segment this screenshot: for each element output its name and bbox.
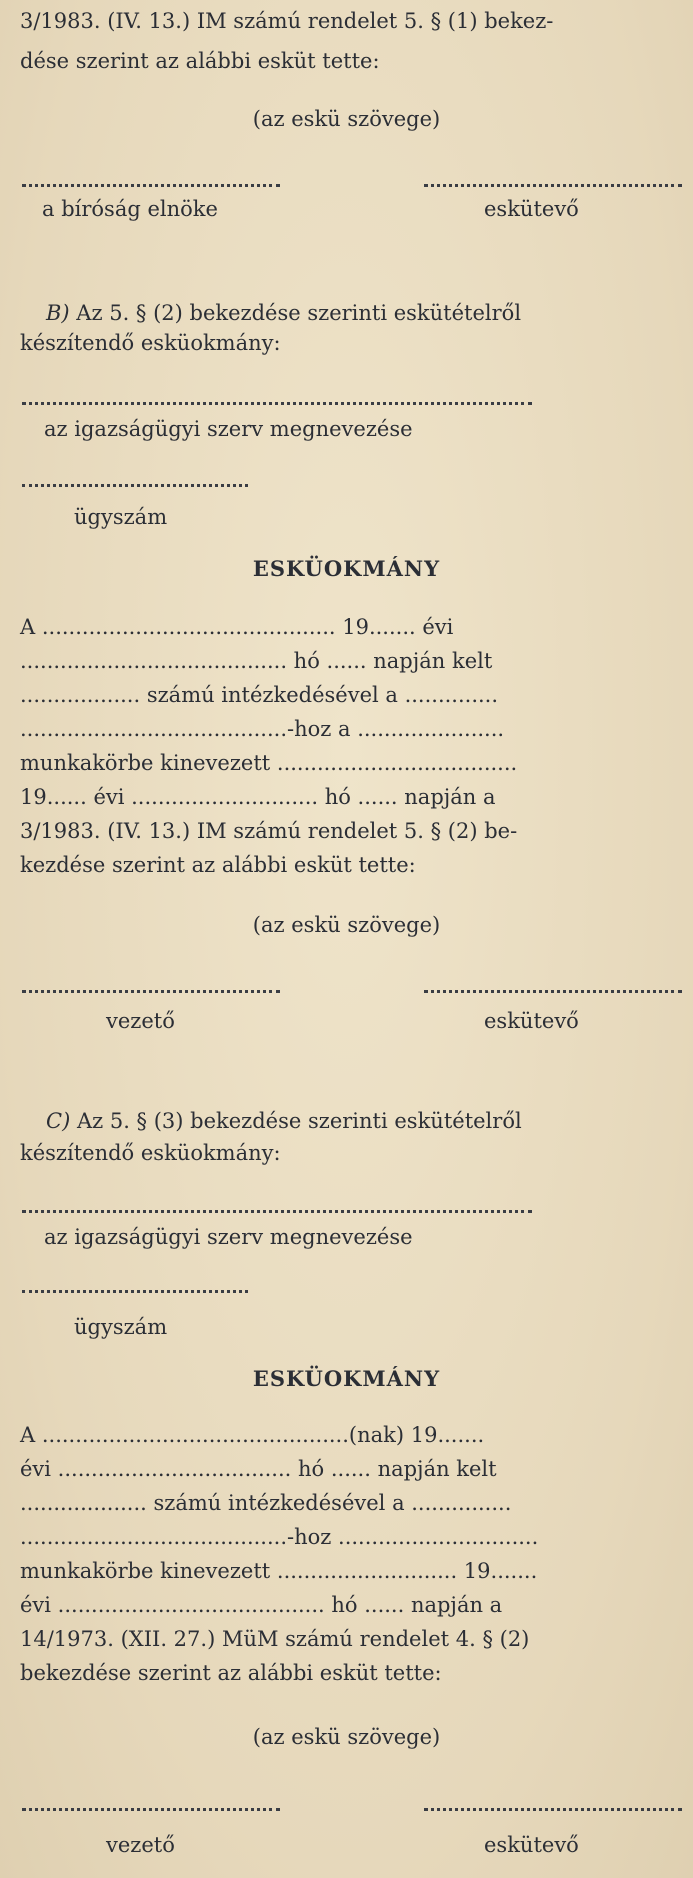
section-c-heading-line-2: készítendő esküokmány: xyxy=(20,1141,281,1165)
form-row-c-8: bekezdése szerint az alábbi esküt tette: xyxy=(20,1661,442,1685)
form-row-b-4: ........................................-hoz a ...................... xyxy=(20,717,505,741)
oath-text-placeholder: (az eskü szövege) xyxy=(252,107,441,131)
signature-line-left-c xyxy=(22,1804,280,1811)
section-b-letter: B) xyxy=(46,301,70,325)
form-row-b-6: 19...... évi ............................ hó ...... napján a xyxy=(20,785,496,809)
signature-line-left xyxy=(22,180,280,187)
case-number-line-c xyxy=(22,1286,248,1293)
intro-line-2: dése szerint az alábbi esküt tette: xyxy=(20,49,380,73)
form-row-b-3: .................. számú intézkedésével a .............. xyxy=(20,683,499,707)
signature-line-right-c xyxy=(424,1804,682,1811)
document-title-c: ESKÜOKMÁNY xyxy=(252,1366,441,1391)
form-row-b-5: munkakörbe kinevezett .................................... xyxy=(20,751,518,775)
case-number-label-b: ügyszám xyxy=(74,505,168,529)
form-row-c-3: ................... számú intézkedésével a ............... xyxy=(20,1491,512,1515)
org-name-line-b xyxy=(22,398,532,405)
org-name-label-c: az igazságügyi szerv megnevezése xyxy=(44,1225,413,1249)
signature-line-right xyxy=(424,180,682,187)
form-row-c-7: 14/1973. (XII. 27.) MüM számú rendelet 4. § (2) xyxy=(20,1627,530,1651)
signature-label-right: eskütevő xyxy=(484,197,579,221)
signature-label-right-c: eskütevő xyxy=(484,1833,579,1857)
case-number-line-b xyxy=(22,480,248,487)
org-name-label-b: az igazságügyi szerv megnevezése xyxy=(44,417,413,441)
form-row-c-5: munkakörbe kinevezett ........................... 19....... xyxy=(20,1559,538,1583)
section-c-heading xyxy=(46,1106,693,1136)
section-c-heading-text: Az 5. § (3) bekezdése szerinti eskütételről xyxy=(70,1109,522,1133)
form-row-b-2: ........................................ hó ...... napján kelt xyxy=(20,649,493,673)
signature-line-left-b xyxy=(22,986,280,993)
org-name-line-c xyxy=(22,1206,532,1213)
section-b-heading-line-2: készítendő esküokmány: xyxy=(20,331,281,355)
case-number-label-c: ügyszám xyxy=(74,1315,168,1339)
section-b-heading-text: Az 5. § (2) bekezdése szerinti eskütételről xyxy=(69,301,522,325)
signature-label-right-b: eskütevő xyxy=(484,1009,579,1033)
form-row-b-7: 3/1983. (IV. 13.) IM számú rendelet 5. § (2) be- xyxy=(20,819,518,843)
form-row-c-1: A ..............................................(nak) 19....... xyxy=(20,1423,485,1447)
section-c-letter: C) xyxy=(46,1109,71,1133)
signature-label-left-b: vezető xyxy=(106,1009,175,1033)
intro-line-1: 3/1983. (IV. 13.) IM számú rendelet 5. § (1) bekez- xyxy=(20,9,554,33)
form-row-b-1: A ............................................ 19....... évi xyxy=(20,615,454,639)
form-row-c-2: évi ................................... hó ...... napján kelt xyxy=(20,1457,497,1481)
signature-label-left: a bíróság elnöke xyxy=(42,197,218,221)
form-row-c-6: évi ........................................ hó ...... napján a xyxy=(20,1593,503,1617)
document-title-b: ESKÜOKMÁNY xyxy=(252,556,441,581)
oath-text-placeholder-b: (az eskü szövege) xyxy=(252,913,441,937)
form-row-c-4: ........................................-hoz .............................. xyxy=(20,1525,539,1549)
signature-label-left-c: vezető xyxy=(106,1833,175,1857)
oath-text-placeholder-c: (az eskü szövege) xyxy=(252,1725,441,1749)
form-row-b-8: kezdése szerint az alábbi esküt tette: xyxy=(20,853,416,877)
signature-line-right-b xyxy=(424,986,682,993)
section-b-heading xyxy=(46,298,693,328)
